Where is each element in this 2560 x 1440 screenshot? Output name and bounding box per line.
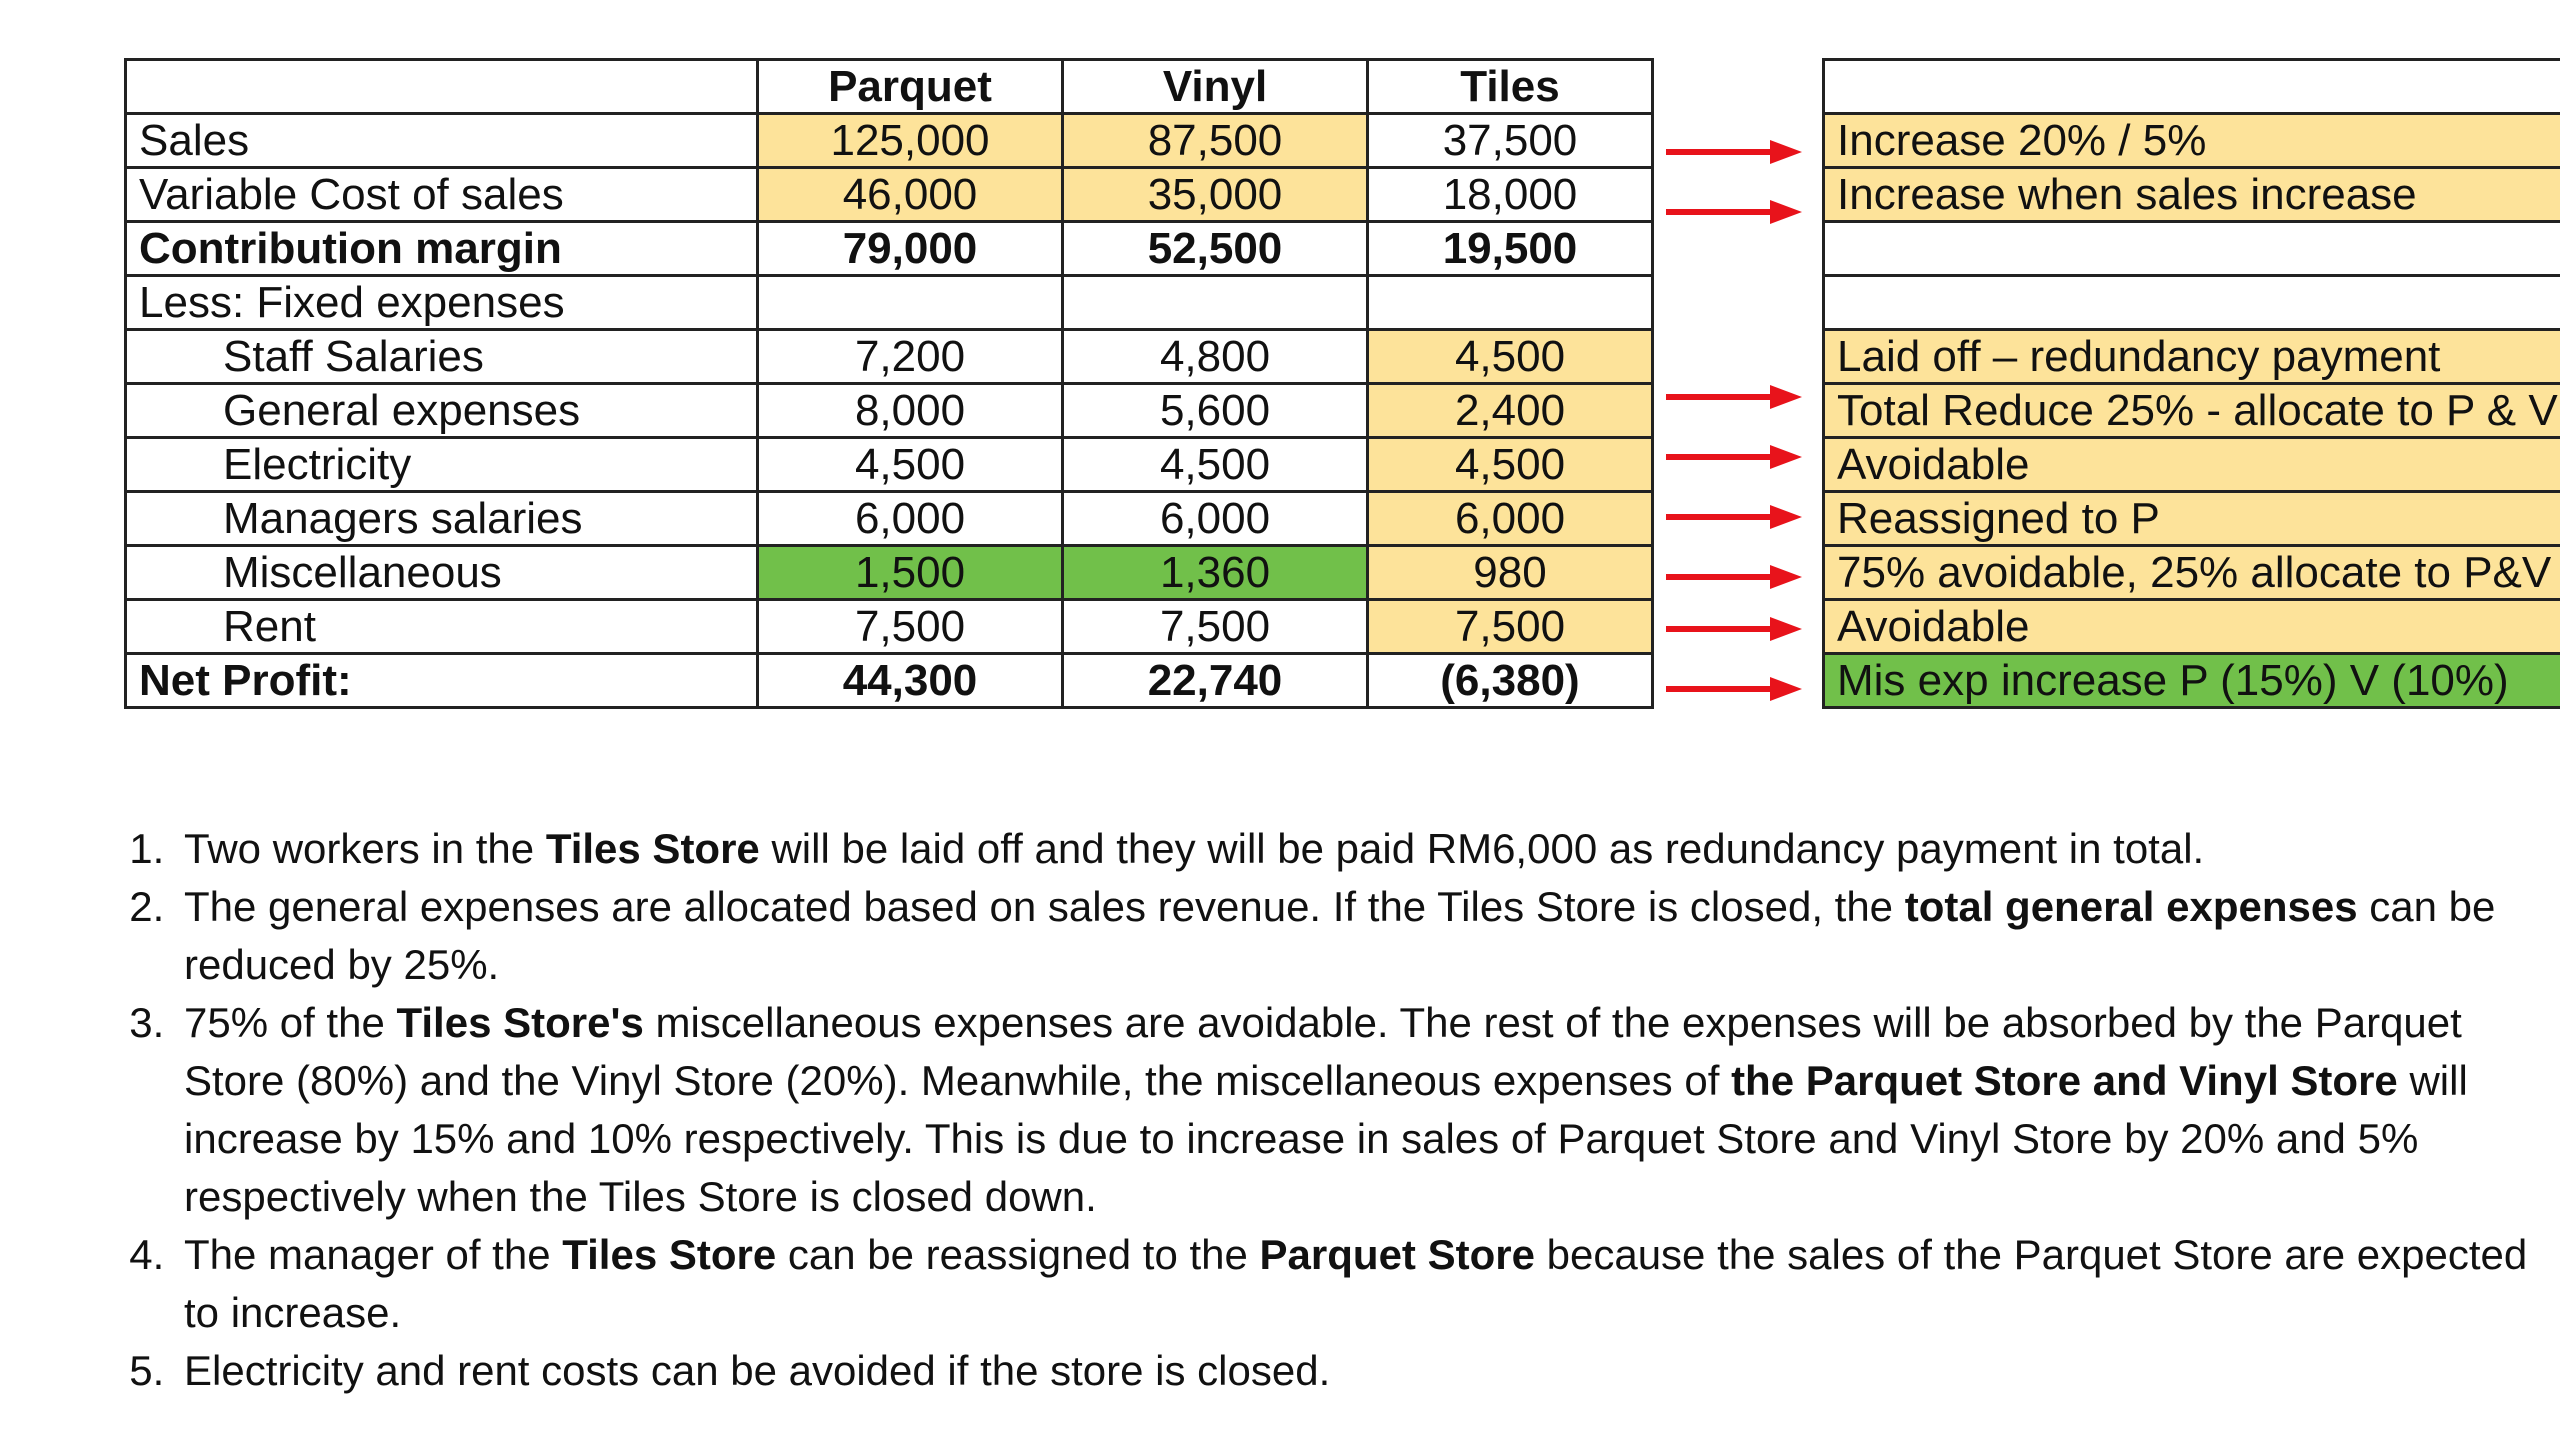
cell-tiles: 37,500 [1368,114,1653,168]
note-general: Total Reduce 25% - allocate to P & V [1824,384,2560,438]
list-item: 1. Two workers in the Tiles Store will be laid off and they will be paid RM6,000 as redundancy payment in total. [176,820,2556,878]
note-misc: 75% avoidable, 25% allocate to P&V [1824,546,2560,600]
row-label: Net Profit: [126,654,758,708]
note-sales: Increase 20% / 5% [1824,114,2560,168]
cell-tiles: 4,500 [1368,438,1653,492]
table-row-rent [126,600,1653,654]
cell-tiles: 2,400 [1368,384,1653,438]
note-variable-cost: Increase when sales increase [1824,168,2560,222]
arrow-right-icon [1666,140,1802,164]
cell-vinyl: 4,800 [1063,330,1368,384]
note-header [1824,60,2560,114]
row-label: Managers salaries [126,492,758,546]
list-item: 3. 75% of the Tiles Store's miscellaneous expenses are avoidable. The rest of the expenses will be absorbed by the Parquet Store (80%) and the Vinyl Store (20%). Meanwhile, the miscellaneous expenses of the Parquet Store and Vinyl Store will increase by 15% and 10% respectively. This is due to increase in sales of Parquet Store and Vinyl Store by 20% and 5% respectively when the Tiles Store is closed down. [176,994,2556,1226]
cell-tiles: 4,500 [1368,330,1653,384]
header-tiles: Tiles [1368,60,1653,114]
list-item: 4. The manager of the Tiles Store can be reassigned to the Parquet Store because the sales of the Parquet Store are expected to increase. [176,1226,2556,1342]
table-row-misc [126,546,1653,600]
row-label: Contribution margin [126,222,758,276]
cell-vinyl: 5,600 [1063,384,1368,438]
row-label: Less: Fixed expenses [126,276,758,330]
cell-vinyl: 4,500 [1063,438,1368,492]
arrow-right-icon [1666,445,1802,469]
arrow-right-icon [1666,200,1802,224]
table-row-less-fixed [126,276,1653,330]
cell-tiles: 7,500 [1368,600,1653,654]
table-row-staff [126,330,1653,384]
note-managers: Reassigned to P [1824,492,2560,546]
cell-vinyl: 22,740 [1063,654,1368,708]
table-row-contribution [126,222,1653,276]
cell-tiles: 6,000 [1368,492,1653,546]
note-electricity: Avoidable [1824,438,2560,492]
header-vinyl: Vinyl [1063,60,1368,114]
notes-table [1822,58,2560,709]
cell-parquet [758,276,1063,330]
note-rent: Avoidable [1824,600,2560,654]
cell-parquet: 44,300 [758,654,1063,708]
cell-parquet: 125,000 [758,114,1063,168]
cell-vinyl: 52,500 [1063,222,1368,276]
table-row-net-profit [126,654,1653,708]
table-row-electricity [126,438,1653,492]
cell-tiles [1368,276,1653,330]
header-blank [126,60,758,114]
cell-parquet: 6,000 [758,492,1063,546]
note-net-profit: Mis exp increase P (15%) V (10%) [1824,654,2560,708]
cell-vinyl: 1,360 [1063,546,1368,600]
cell-tiles: 18,000 [1368,168,1653,222]
arrow-right-icon [1666,617,1802,641]
row-label: General expenses [126,384,758,438]
table-row-managers [126,492,1653,546]
row-label: Electricity [126,438,758,492]
cell-parquet: 4,500 [758,438,1063,492]
cell-vinyl [1063,276,1368,330]
cell-tiles: (6,380) [1368,654,1653,708]
list-item: 5. Electricity and rent costs can be avoided if the store is closed. [176,1342,2556,1400]
arrow-right-icon [1666,385,1802,409]
cell-vinyl: 87,500 [1063,114,1368,168]
cell-parquet: 79,000 [758,222,1063,276]
profit-loss-table [124,58,1654,709]
cell-parquet: 7,200 [758,330,1063,384]
cell-parquet: 1,500 [758,546,1063,600]
cell-tiles: 19,500 [1368,222,1653,276]
table-row-sales [126,114,1653,168]
note-less-fixed [1824,276,2560,330]
row-label: Sales [126,114,758,168]
arrow-right-icon [1666,505,1802,529]
row-label: Staff Salaries [126,330,758,384]
row-label: Rent [126,600,758,654]
list-item: 2. The general expenses are allocated based on sales revenue. If the Tiles Store is closed, the total general expenses can be reduced by 25%. [176,878,2556,994]
cell-vinyl: 6,000 [1063,492,1368,546]
cell-tiles: 980 [1368,546,1653,600]
cell-parquet: 8,000 [758,384,1063,438]
explanation-list [110,820,2556,1400]
cell-vinyl: 7,500 [1063,600,1368,654]
header-parquet: Parquet [758,60,1063,114]
note-contribution [1824,222,2560,276]
note-staff: Laid off – redundancy payment [1824,330,2560,384]
table-header-row [126,60,1653,114]
table-row-variable-cost [126,168,1653,222]
table-row-general [126,384,1653,438]
cell-parquet: 7,500 [758,600,1063,654]
row-label: Variable Cost of sales [126,168,758,222]
arrow-right-icon [1666,565,1802,589]
row-label: Miscellaneous [126,546,758,600]
cell-vinyl: 35,000 [1063,168,1368,222]
arrow-right-icon [1666,677,1802,701]
cell-parquet: 46,000 [758,168,1063,222]
